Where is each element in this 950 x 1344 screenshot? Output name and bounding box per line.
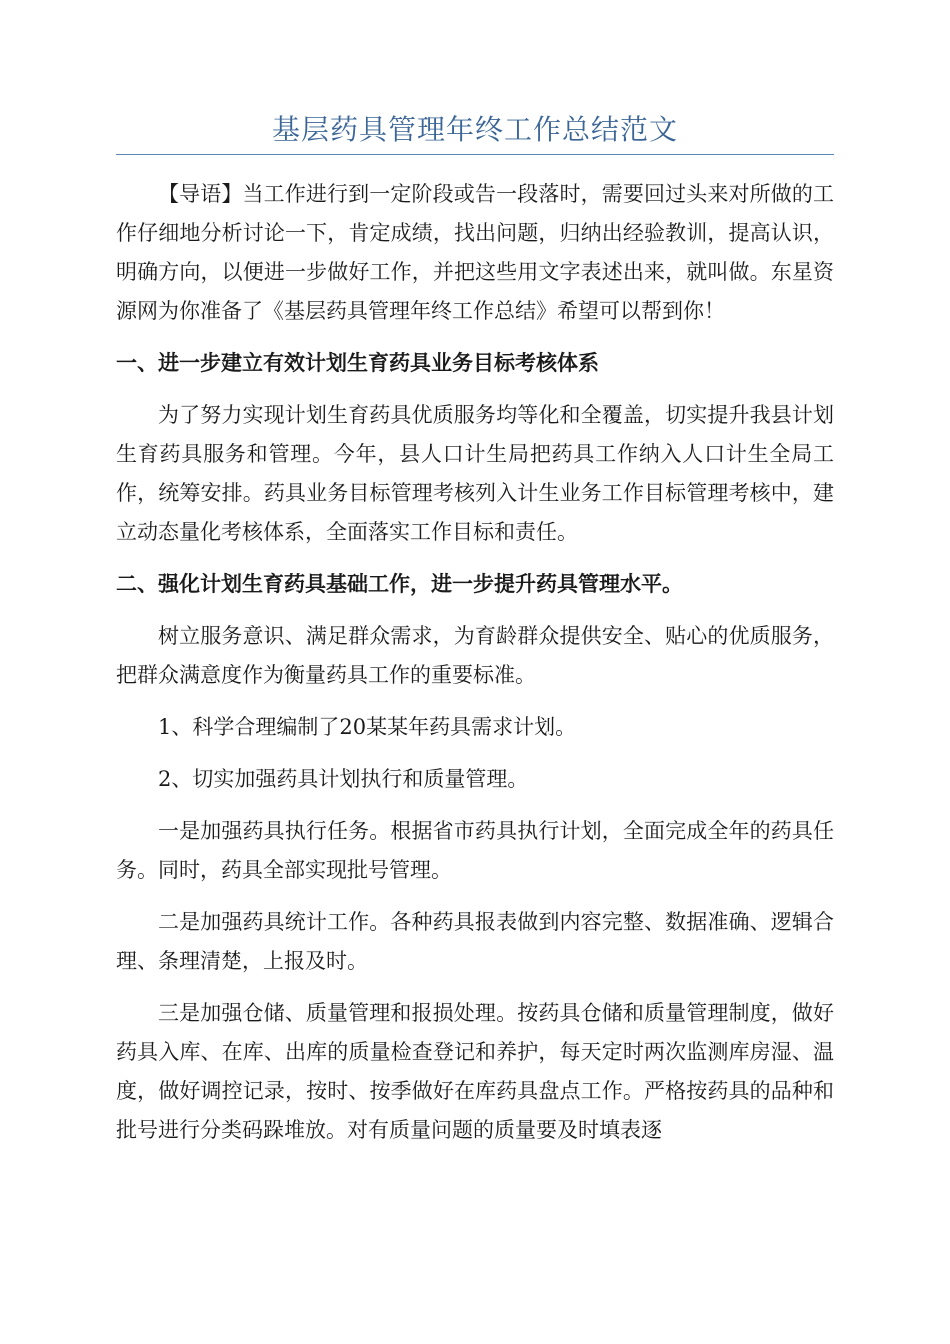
point-2-paragraph: 二是加强药具统计工作。各种药具报表做到内容完整、数据准确、逻辑合理、条理清楚，上报及时。 — [116, 910, 834, 973]
point-3-paragraph: 三是加强仓储、质量管理和报损处理。按药具仓储和质量管理制度，做好药具入库、在库、出库的质量检查登记和养护，每天定时两次监测库房湿、温度，做好调控记录，按时、按季做好在库药具盘点工作。严格按药具的品种和批号进行分类码跺堆放。对有质量问题的质量要及时填表逐 — [116, 1001, 834, 1142]
section-2-body: 树立服务意识、满足群众需求，为育龄群众提供安全、贴心的优质服务，把群众满意度作为衡量药具工作的重要标准。 — [116, 624, 834, 687]
document-title: 基层药具管理年终工作总结范文 — [116, 108, 834, 155]
list-item-1: 1、科学合理编制了20某某年药具需求计划。 — [158, 715, 577, 739]
point-1-paragraph: 一是加强药具执行任务。根据省市药具执行计划，全面完成全年的药具任务。同时，药具全部实现批号管理。 — [116, 819, 834, 882]
section-1-body: 为了努力实现计划生育药具优质服务均等化和全覆盖，切实提升我县计划生育药具服务和管理。今年，县人口计生局把药具工作纳入人口计生全局工作，统筹安排。药具业务目标管理考核列入计生业务工作目标管理考核中，建立动态量化考核体系，全面落实工作目标和责任。 — [116, 403, 834, 544]
section-1-heading: 一、进一步建立有效计划生育药具业务目标考核体系 — [116, 351, 599, 375]
list-item-2: 2、切实加强药具计划执行和质量管理。 — [158, 767, 529, 791]
document-page — [116, 108, 834, 1163]
section-2-heading: 二、强化计划生育药具基础工作，进一步提升药具管理水平。 — [116, 572, 683, 596]
intro-paragraph: 【导语】当工作进行到一定阶段或告一段落时，需要回过头来对所做的工作仔细地分析讨论一下，肯定成绩，找出问题，归纳出经验教训，提高认识，明确方向，以便进一步做好工作，并把这些用文字表述出来，就叫做。东星资源网为你准备了《基层药具管理年终工作总结》希望可以帮到你！ — [116, 182, 834, 323]
